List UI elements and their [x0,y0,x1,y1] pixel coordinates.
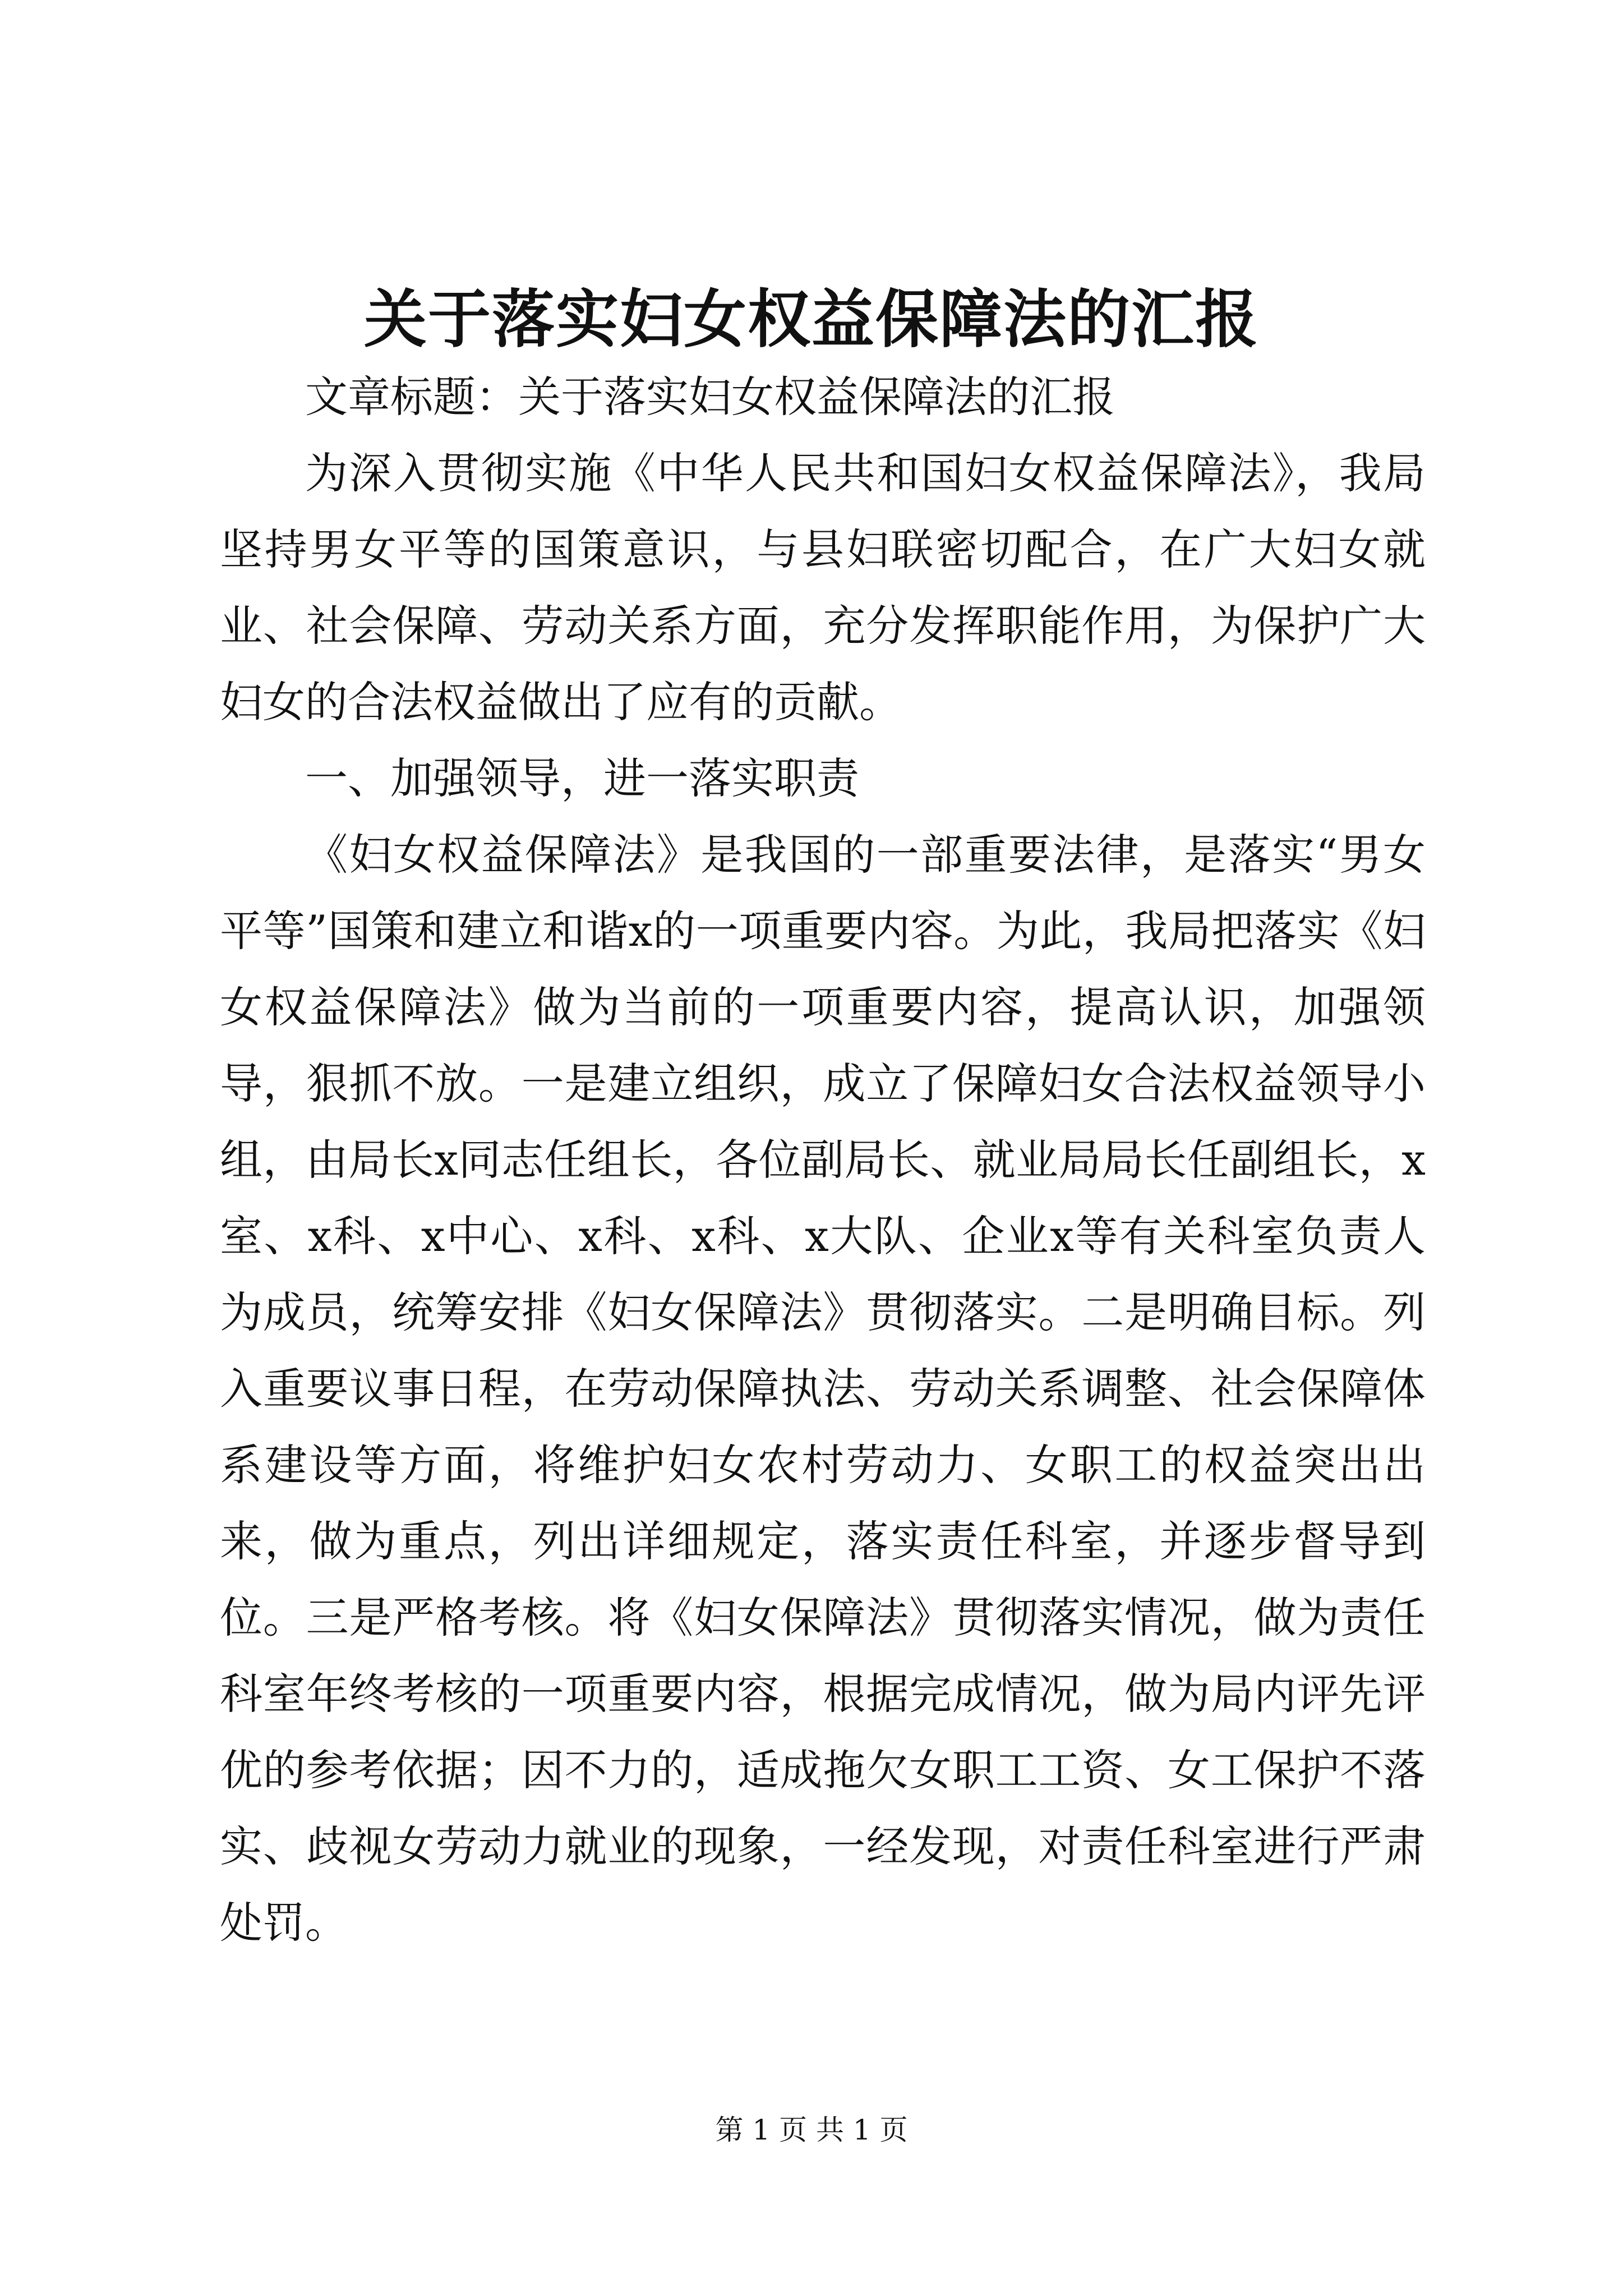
intro-paragraph: 为深入贯彻实施《中华人民共和国妇女权益保障法》，我局坚持男女平等的国策意识，与县妇联密切配合，在广大妇女就业、社会保障、劳动关系方面，充分发挥职能作用，为保护广大妇女的合法权益做出了应有的贡献。 [220,448,1426,727]
document-title: 关于落实妇女权益保障法的汇报 [364,283,1259,356]
section-heading: 一、加强领导，进一落实职责 [305,753,859,803]
document-body [220,359,1426,1961]
page-number-footer: 第 1 页 共 1 页 [715,2114,908,2146]
article-title-line: 文章标题：关于落实妇女权益保障法的汇报 [305,372,1115,422]
section-paragraph: 《妇女权益保障法》是我国的一部重要法律，是落实“男女平等”国策和建立和谐x的一项重要内容。为此，我局把落实《妇女权益保障法》做为当前的一项重要内容，提高认识，加强领导，狠抓不放。一是建立组织，成立了保障妇女合法权益领导小组，由局长x同志任组长，各位副局长、就业局局长任副组长，x室、x科、x中心、x科、x科、x大队、企业x等有关科室负责人为成员，统筹安排《妇女保障法》贯彻落实。二是明确目标。列入重要议事日程，在劳动保障执法、劳动关系调整、社会保障体系建设等方面，将维护妇女农村劳动力、女职工的权益突出出来，做为重点，列出详细规定，落实责任科室，并逐步督导到位。三是严格考核。将《妇女保障法》贯彻落实情况，做为责任科室年终考核的一项重要内容，根据完成情况，做为局内评先评优的参考依据；因不力的，适成拖欠女职工工资、女工保护不落实、歧视女劳动力就业的现象，一经发现，对责任科室进行严肃处罚。 [220,830,1426,1948]
